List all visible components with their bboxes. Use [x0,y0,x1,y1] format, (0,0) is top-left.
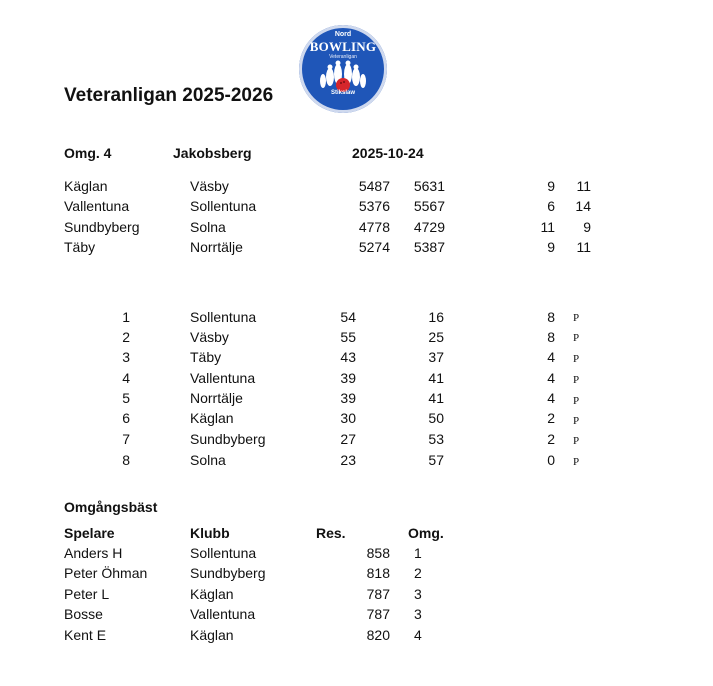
pins-won: 30 [340,410,356,426]
team-name: Vallentuna [190,370,256,386]
team-name: Sundbyberg [190,431,266,447]
pins-lost: 41 [428,370,444,386]
away-points: 9 [583,219,591,235]
pins-lost: 37 [428,349,444,365]
status-mark: P [573,374,580,386]
status-mark: P [573,312,580,324]
team-points: 8 [547,309,555,325]
team-name: Solna [190,452,226,468]
pins-won: 39 [340,390,356,406]
position: 5 [122,390,130,406]
status-mark: P [573,353,580,365]
pins-lost: 50 [428,410,444,426]
position: 8 [122,452,130,468]
logo-bottom-word: Stikslaw [330,90,355,96]
away-points: 11 [576,239,591,255]
away-team: Solna [190,219,226,235]
result-value: 820 [366,627,390,643]
status-mark: P [573,435,580,447]
team-points: 2 [547,431,555,447]
col-player: Spelare [64,525,115,541]
home-team: Vallentuna [64,198,130,214]
home-score: 5274 [358,239,390,255]
col-club: Klubb [190,525,230,541]
position: 4 [122,370,130,386]
status-mark: P [573,456,580,468]
round-value: 3 [414,606,422,622]
col-result: Res. [316,525,346,541]
position: 6 [122,410,130,426]
player-name: Kent E [64,627,107,643]
home-team: Täby [64,239,96,255]
home-points: 9 [547,178,555,194]
away-score: 5567 [413,198,445,214]
team-points: 8 [547,329,555,345]
club-name: Käglan [190,586,234,602]
player-name: Peter L [64,586,110,602]
team-points: 2 [547,410,555,426]
pins-lost: 53 [428,431,444,447]
col-round: Omg. [408,525,444,541]
logo-top-word: Nord [334,31,352,38]
result-value: 787 [366,586,390,602]
away-score: 4729 [413,219,445,235]
pins-won: 55 [340,329,356,345]
venue-label: Jakobsberg [173,145,252,161]
away-team: Sollentuna [190,198,257,214]
team-name: Norrtälje [190,390,243,406]
result-value: 787 [366,606,390,622]
club-name: Sollentuna [190,545,257,561]
bowling-logo [299,25,387,113]
away-points: 14 [575,198,591,214]
home-score: 4778 [358,219,390,235]
status-mark: P [573,332,580,344]
pins-lost: 57 [428,452,444,468]
team-points: 4 [547,390,555,406]
team-points: 4 [547,370,555,386]
pins-won: 27 [340,431,356,447]
away-score: 5631 [413,178,445,194]
team-points: 4 [547,349,555,365]
pins-lost: 25 [428,329,444,345]
home-points: 9 [547,239,555,255]
team-points: 0 [547,452,555,468]
pins-lost: 41 [428,390,444,406]
player-name: Bosse [64,606,103,622]
logo-sub-word: Veteranligan [329,54,357,60]
home-score: 5376 [358,198,390,214]
status-mark: P [573,395,580,407]
round-value: 2 [414,565,422,581]
result-value: 858 [366,545,390,561]
away-team: Väsby [190,178,229,194]
player-name: Anders H [64,545,123,561]
status-mark: P [573,415,580,427]
logo-main-word: BOWLING [309,39,377,54]
home-team: Sundbyberg [64,219,140,235]
pins-won: 54 [340,309,356,325]
round-value: 1 [414,545,422,561]
round-value: 4 [414,627,422,643]
pins-won: 23 [340,452,356,468]
home-team: Käglan [64,178,108,194]
position: 3 [122,349,130,365]
bowling-pins-icon [299,25,387,113]
pins-won: 39 [340,370,356,386]
position: 7 [122,431,130,447]
result-value: 818 [366,565,390,581]
pins-lost: 16 [428,309,444,325]
club-name: Vallentuna [190,606,256,622]
position: 2 [122,329,130,345]
team-name: Väsby [190,329,229,345]
away-score: 5387 [413,239,445,255]
away-team: Norrtälje [190,239,243,255]
date-label: 2025-10-24 [352,145,424,161]
position: 1 [122,309,130,325]
team-name: Täby [190,349,222,365]
best-heading: Omgångsbäst [64,499,158,515]
round-value: 3 [414,586,422,602]
home-points: 11 [540,219,555,235]
home-score: 5487 [358,178,390,194]
page-title: Veteranligan 2025-2026 [64,85,274,106]
away-points: 11 [576,178,591,194]
team-name: Käglan [190,410,234,426]
home-points: 6 [547,198,555,214]
pins-won: 43 [340,349,356,365]
team-name: Sollentuna [190,309,257,325]
round-label: Omg. 4 [64,145,112,161]
player-name: Peter Öhman [64,565,148,581]
club-name: Käglan [190,627,234,643]
club-name: Sundbyberg [190,565,266,581]
